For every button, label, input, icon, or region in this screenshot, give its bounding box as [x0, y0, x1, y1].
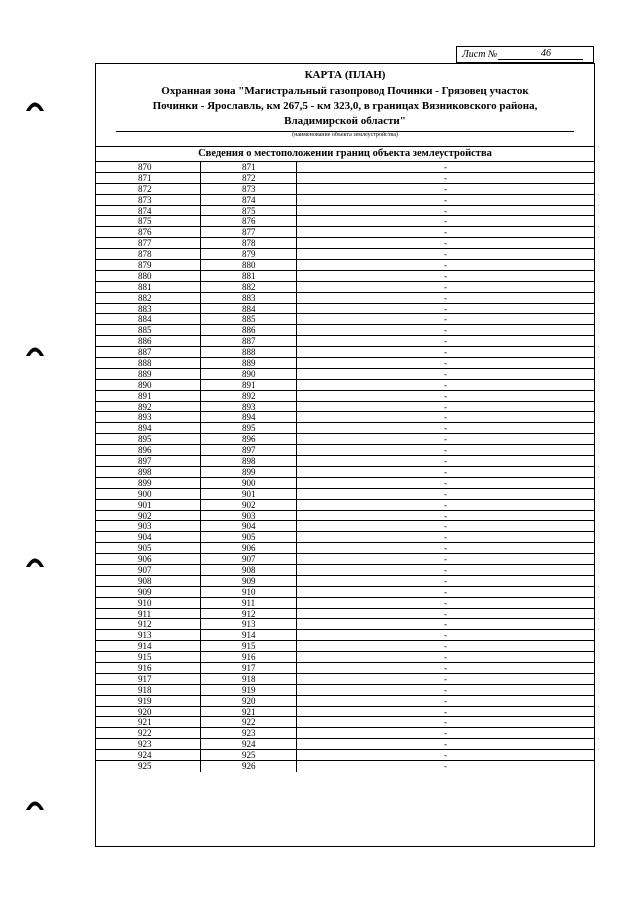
point-to-cell: 890: [201, 369, 297, 379]
point-from-cell: 907: [136, 565, 201, 575]
table-row: [96, 565, 594, 576]
point-to-cell: 919: [201, 685, 297, 695]
point-to-cell: 873: [201, 184, 297, 194]
table-row: [96, 304, 594, 315]
point-from-cell: 925: [136, 761, 201, 772]
point-from-cell: 920: [136, 707, 201, 717]
point-from-cell: 923: [136, 739, 201, 749]
value-cell: -: [444, 532, 447, 543]
point-to-cell: 891: [201, 380, 297, 390]
point-to-cell: 923: [201, 728, 297, 738]
point-to-cell: 878: [201, 238, 297, 248]
value-cell: -: [444, 249, 447, 260]
table-row: [96, 750, 594, 761]
point-to-cell: 906: [201, 543, 297, 553]
table-row: [96, 685, 594, 696]
table-row: [96, 696, 594, 707]
value-cell: -: [444, 510, 447, 521]
value-cell: -: [444, 684, 447, 695]
point-from-cell: 880: [136, 271, 201, 281]
table-row: [96, 576, 594, 587]
point-from-cell: 906: [136, 554, 201, 564]
point-from-cell: 903: [136, 521, 201, 531]
boundary-table: [96, 161, 594, 772]
table-row: [96, 216, 594, 227]
value-cell: -: [444, 434, 447, 445]
value-cell: -: [444, 760, 447, 771]
value-cell: -: [444, 630, 447, 641]
point-from-cell: 899: [136, 478, 201, 488]
point-to-cell: 904: [201, 521, 297, 531]
point-to-cell: 918: [201, 674, 297, 684]
value-cell: -: [444, 641, 447, 652]
table-row: [96, 347, 594, 358]
value-cell: -: [444, 303, 447, 314]
point-to-cell: 917: [201, 663, 297, 673]
table-row: [96, 619, 594, 630]
table-row: [96, 674, 594, 685]
point-to-cell: 925: [201, 750, 297, 760]
value-cell: -: [444, 706, 447, 717]
point-from-cell: 919: [136, 696, 201, 706]
point-from-cell: 922: [136, 728, 201, 738]
point-from-cell: 917: [136, 674, 201, 684]
object-name: [116, 84, 574, 129]
value-cell: -: [444, 564, 447, 575]
point-from-cell: 875: [136, 216, 201, 226]
point-to-cell: 885: [201, 314, 297, 324]
table-row: [96, 489, 594, 500]
point-to-cell: 879: [201, 249, 297, 259]
binder-hole-mark: [24, 341, 46, 357]
table-row: [96, 162, 594, 173]
point-from-cell: 912: [136, 619, 201, 629]
value-cell: -: [444, 445, 447, 456]
point-to-cell: 889: [201, 358, 297, 368]
table-row: [96, 652, 594, 663]
point-to-cell: 907: [201, 554, 297, 564]
value-cell: -: [444, 292, 447, 303]
table-row: [96, 467, 594, 478]
value-cell: -: [444, 368, 447, 379]
point-from-cell: 908: [136, 576, 201, 586]
point-from-cell: 897: [136, 456, 201, 466]
table-row: [96, 445, 594, 456]
table-row: [96, 554, 594, 565]
point-from-cell: 892: [136, 402, 201, 412]
value-cell: -: [444, 270, 447, 281]
object-name-line: Охранная зона "Магистральный газопровод Починки - Грязовец участок: [161, 85, 529, 97]
point-from-cell: 877: [136, 238, 201, 248]
table-row: [96, 511, 594, 522]
point-from-cell: 873: [136, 195, 201, 205]
sheet-label: Лист №: [462, 49, 498, 60]
value-cell: -: [444, 521, 447, 532]
object-name-caption: (наименование объекта землеустройства): [292, 132, 398, 138]
point-to-cell: 924: [201, 739, 297, 749]
table-row: [96, 641, 594, 652]
value-cell: -: [444, 325, 447, 336]
value-cell: -: [444, 216, 447, 227]
point-from-cell: 884: [136, 314, 201, 324]
point-to-cell: 888: [201, 347, 297, 357]
point-from-cell: 881: [136, 282, 201, 292]
point-to-cell: 871: [201, 162, 297, 172]
table-row: [96, 761, 594, 772]
value-cell: -: [444, 347, 447, 358]
point-to-cell: 920: [201, 696, 297, 706]
value-cell: -: [444, 652, 447, 663]
section-divider: [96, 146, 594, 147]
point-from-cell: 904: [136, 532, 201, 542]
table-row: [96, 282, 594, 293]
point-from-cell: 896: [136, 445, 201, 455]
point-from-cell: 910: [136, 598, 201, 608]
value-cell: -: [444, 673, 447, 684]
point-to-cell: 876: [201, 216, 297, 226]
point-to-cell: 911: [201, 598, 297, 608]
table-row: [96, 391, 594, 402]
point-to-cell: 899: [201, 467, 297, 477]
table-row: [96, 423, 594, 434]
point-from-cell: 921: [136, 717, 201, 727]
point-from-cell: 898: [136, 467, 201, 477]
value-cell: -: [444, 314, 447, 325]
point-from-cell: 911: [136, 609, 201, 619]
table-row: [96, 739, 594, 750]
point-to-cell: 916: [201, 652, 297, 662]
document-title: КАРТА (ПЛАН): [304, 69, 386, 81]
table-row: [96, 402, 594, 413]
table-row: [96, 271, 594, 282]
table-row: [96, 358, 594, 369]
value-cell: -: [444, 412, 447, 423]
point-to-cell: 881: [201, 271, 297, 281]
point-to-cell: 905: [201, 532, 297, 542]
value-cell: -: [444, 608, 447, 619]
value-cell: -: [444, 401, 447, 412]
value-cell: -: [444, 619, 447, 630]
point-to-cell: 872: [201, 173, 297, 183]
value-cell: -: [444, 728, 447, 739]
point-from-cell: 924: [136, 750, 201, 760]
table-row: [96, 206, 594, 217]
point-from-cell: 874: [136, 206, 201, 216]
table-row: [96, 500, 594, 511]
table-row: [96, 707, 594, 718]
value-cell: -: [444, 586, 447, 597]
value-cell: -: [444, 423, 447, 434]
table-row: [96, 380, 594, 391]
point-from-cell: 901: [136, 500, 201, 510]
value-cell: -: [444, 227, 447, 238]
point-to-cell: 896: [201, 434, 297, 444]
table-row: [96, 663, 594, 674]
point-to-cell: 903: [201, 511, 297, 521]
point-from-cell: 894: [136, 423, 201, 433]
point-from-cell: 870: [136, 162, 201, 172]
point-to-cell: 901: [201, 489, 297, 499]
point-to-cell: 877: [201, 227, 297, 237]
table-row: [96, 532, 594, 543]
point-to-cell: 915: [201, 641, 297, 651]
table-row: [96, 598, 594, 609]
point-to-cell: 900: [201, 478, 297, 488]
point-from-cell: 888: [136, 358, 201, 368]
point-from-cell: 885: [136, 325, 201, 335]
value-cell: -: [444, 499, 447, 510]
point-from-cell: 902: [136, 511, 201, 521]
point-from-cell: 882: [136, 293, 201, 303]
point-to-cell: 874: [201, 195, 297, 205]
table-row: [96, 543, 594, 554]
binder-hole-mark: [24, 96, 46, 112]
point-to-cell: 910: [201, 587, 297, 597]
document-frame: [95, 63, 595, 847]
point-from-cell: 872: [136, 184, 201, 194]
value-cell: -: [444, 336, 447, 347]
sheet-number-box: [456, 46, 594, 63]
point-from-cell: 900: [136, 489, 201, 499]
value-cell: -: [444, 205, 447, 216]
value-cell: -: [444, 390, 447, 401]
point-to-cell: 921: [201, 707, 297, 717]
point-to-cell: 908: [201, 565, 297, 575]
point-from-cell: 914: [136, 641, 201, 651]
point-to-cell: 922: [201, 717, 297, 727]
point-to-cell: 880: [201, 260, 297, 270]
value-cell: -: [444, 488, 447, 499]
point-to-cell: 909: [201, 576, 297, 586]
point-from-cell: 909: [136, 587, 201, 597]
point-to-cell: 926: [201, 761, 297, 772]
point-from-cell: 871: [136, 173, 201, 183]
table-row: [96, 227, 594, 238]
table-row: [96, 314, 594, 325]
table-row: [96, 609, 594, 620]
point-from-cell: 889: [136, 369, 201, 379]
point-to-cell: 912: [201, 609, 297, 619]
point-from-cell: 891: [136, 391, 201, 401]
point-to-cell: 895: [201, 423, 297, 433]
point-from-cell: 883: [136, 304, 201, 314]
object-name-line: Починки - Ярославль, км 267,5 - км 323,0, в границах Вязниковского района,: [152, 100, 538, 112]
point-from-cell: 913: [136, 630, 201, 640]
point-to-cell: 886: [201, 325, 297, 335]
value-cell: -: [444, 466, 447, 477]
value-cell: -: [444, 739, 447, 750]
value-cell: -: [444, 238, 447, 249]
value-cell: -: [444, 260, 447, 271]
table-row: [96, 173, 594, 184]
point-to-cell: 884: [201, 304, 297, 314]
table-row: [96, 434, 594, 445]
value-cell: -: [444, 379, 447, 390]
value-cell: -: [444, 543, 447, 554]
point-from-cell: 918: [136, 685, 201, 695]
table-row: [96, 260, 594, 271]
point-to-cell: 898: [201, 456, 297, 466]
value-cell: -: [444, 281, 447, 292]
value-cell: -: [444, 358, 447, 369]
table-row: [96, 521, 594, 532]
binder-hole-mark: [24, 552, 46, 568]
point-from-cell: 905: [136, 543, 201, 553]
table-row: [96, 195, 594, 206]
table-row: [96, 587, 594, 598]
point-to-cell: 902: [201, 500, 297, 510]
point-to-cell: 914: [201, 630, 297, 640]
table-row: [96, 412, 594, 423]
value-cell: -: [444, 162, 447, 172]
table-row: [96, 728, 594, 739]
table-row: [96, 630, 594, 641]
point-from-cell: 879: [136, 260, 201, 270]
point-from-cell: 890: [136, 380, 201, 390]
point-from-cell: 915: [136, 652, 201, 662]
object-name-line: Владимирской области": [284, 115, 406, 127]
value-cell: -: [444, 183, 447, 194]
sheet-number: 46: [541, 48, 551, 59]
point-from-cell: 895: [136, 434, 201, 444]
point-from-cell: 878: [136, 249, 201, 259]
sheet-number-underline: [498, 59, 583, 60]
value-cell: -: [444, 477, 447, 488]
value-cell: -: [444, 695, 447, 706]
point-to-cell: 882: [201, 282, 297, 292]
value-cell: -: [444, 575, 447, 586]
table-row: [96, 238, 594, 249]
table-row: [96, 478, 594, 489]
value-cell: -: [444, 194, 447, 205]
table-row: [96, 456, 594, 467]
table-row: [96, 293, 594, 304]
value-cell: -: [444, 662, 447, 673]
point-to-cell: 913: [201, 619, 297, 629]
section-title: Сведения о местоположении границ объекта землеустройства: [198, 148, 492, 159]
value-cell: -: [444, 456, 447, 467]
table-row: [96, 325, 594, 336]
point-from-cell: 916: [136, 663, 201, 673]
value-cell: -: [444, 750, 447, 761]
point-to-cell: 894: [201, 412, 297, 422]
point-to-cell: 897: [201, 445, 297, 455]
table-row: [96, 249, 594, 260]
point-to-cell: 883: [201, 293, 297, 303]
point-to-cell: 893: [201, 402, 297, 412]
binder-hole-mark: [24, 795, 46, 811]
value-cell: -: [444, 717, 447, 728]
table-row: [96, 184, 594, 195]
point-from-cell: 886: [136, 336, 201, 346]
point-from-cell: 876: [136, 227, 201, 237]
value-cell: -: [444, 172, 447, 183]
table-row: [96, 717, 594, 728]
table-row: [96, 336, 594, 347]
table-row: [96, 369, 594, 380]
point-to-cell: 887: [201, 336, 297, 346]
point-to-cell: 875: [201, 206, 297, 216]
point-to-cell: 892: [201, 391, 297, 401]
value-cell: -: [444, 597, 447, 608]
point-from-cell: 893: [136, 412, 201, 422]
value-cell: -: [444, 554, 447, 565]
point-from-cell: 887: [136, 347, 201, 357]
